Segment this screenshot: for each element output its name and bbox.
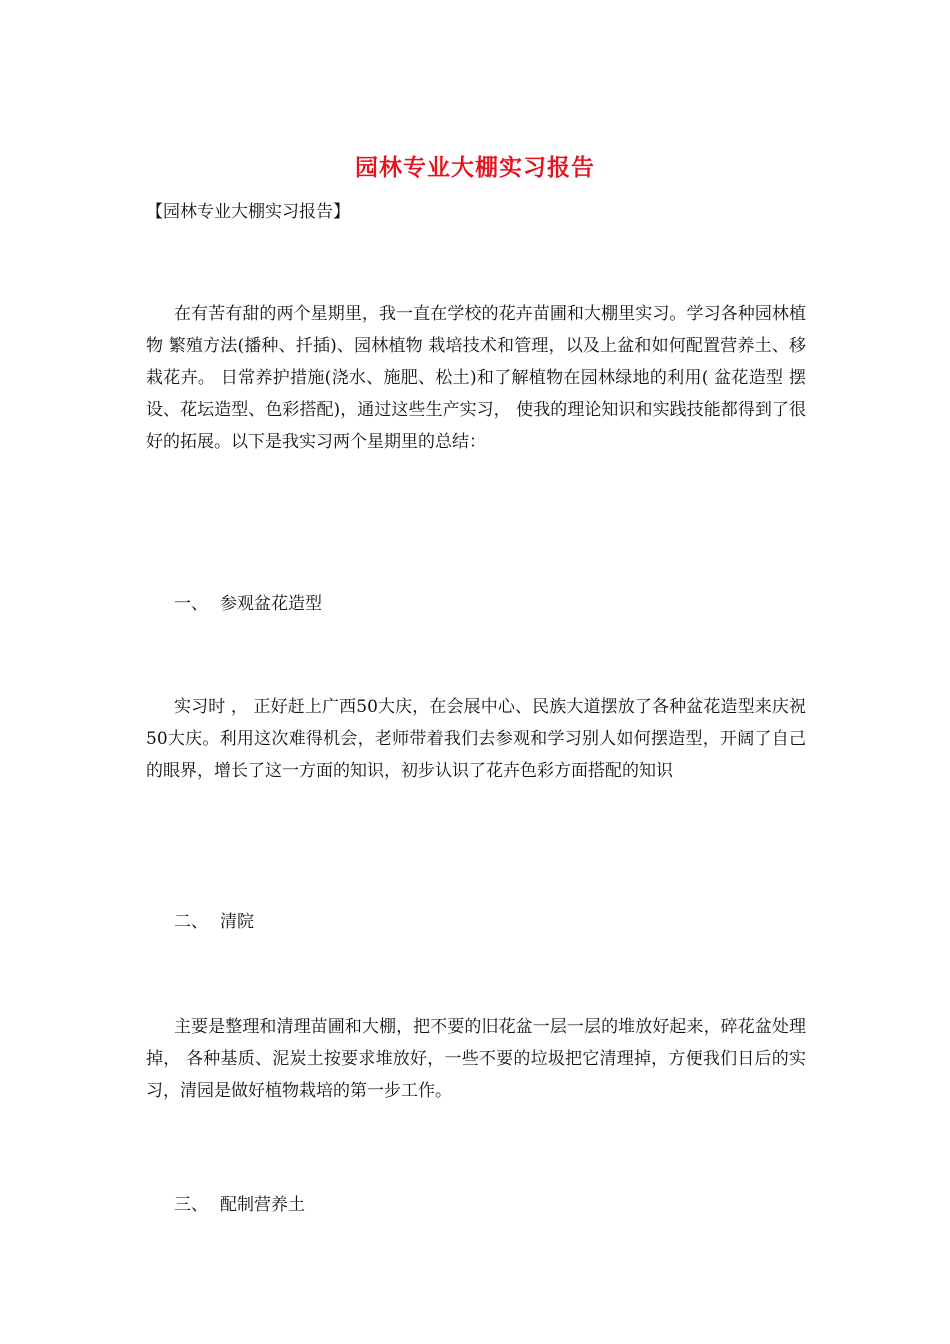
section-body-1: 实习时 ， 正好赶上广西50大庆，在会展中心、民族大道摆放了各种盆花造型来庆祝50大庆。利用这次难得机会，老师带着我们去参观和学习别人如何摆造型，开阔了自己的眼界，增长了这一方面的知识，初步认识了花卉色彩方面搭配的知识 bbox=[146, 697, 806, 781]
section-number: 三、 bbox=[174, 1195, 208, 1215]
section-heading-text: 清院 bbox=[220, 912, 254, 932]
section-body-2: 主要是整理和清理苗圃和大棚，把不要的旧花盆一层一层的堆放好起来，碎花盆处理掉， 各种基质、泥炭土按要求堆放好，一些不要的垃圾把它清理掉，方便我们日后的实习，清园是做好植物栽培的第一步工作。 bbox=[146, 1017, 806, 1101]
document-subtitle: 【园林专业大棚实习报告】 bbox=[146, 202, 350, 222]
document-title: 园林专业大棚实习报告 bbox=[355, 154, 595, 181]
intro-paragraph: 在有苦有甜的两个星期里，我一直在学校的花卉苗圃和大棚里实习。学习各种园林植物 繁殖方法(播种、扦插)、园林植物 栽培技术和管理，以及上盆和如何配置营养土、移栽花卉。 日常养护措施(浇水、施肥、松土)和了解植物在园林绿地的利用( 盆花造型 摆设、花坛造型、色彩搭配)，通过这些生产实习， 使我的理论知识和实践技能都得到了很好的拓展。以下是我实习两个星期里的总结： bbox=[146, 304, 806, 452]
section-number: 二、 bbox=[174, 912, 208, 932]
section-heading-1 bbox=[174, 590, 322, 618]
section-heading-text: 参观盆花造型 bbox=[220, 594, 322, 614]
section-number: 一、 bbox=[174, 594, 208, 614]
section-heading-text: 配制营养土 bbox=[220, 1195, 305, 1215]
section-heading-2 bbox=[174, 908, 254, 936]
section-heading-3 bbox=[174, 1191, 305, 1219]
